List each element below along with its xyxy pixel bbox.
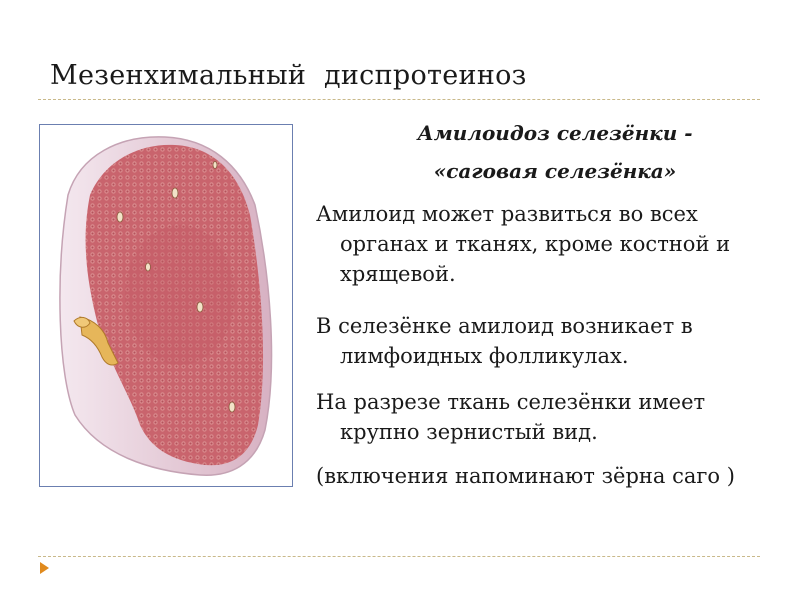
paragraph-4-line-1: (включения напоминают зёрна саго ) [316, 464, 735, 488]
paragraph-1-line-3: хрящевой. [340, 262, 456, 286]
slide-title: Мезенхимальный диспротеиноз [50, 60, 527, 91]
footer-divider [38, 556, 760, 557]
paragraph-1-line-1: Амилоид может развиться во всех [316, 202, 698, 226]
paragraph-2-line-1: В селезёнке амилоид возникает в [316, 314, 693, 338]
paragraph-1 [316, 199, 786, 289]
subtitle-line-2: «саговая селезёнка» [433, 159, 677, 183]
paragraph-1-line-2: органах и тканях, кроме костной и [340, 232, 731, 256]
spleen-illustration [39, 124, 293, 487]
paragraph-2-line-2: лимфоидных фолликулах. [340, 344, 629, 368]
paragraph-4 [316, 461, 786, 491]
paragraph-3 [316, 387, 786, 447]
paragraph-2 [316, 311, 786, 371]
paragraph-3-line-2: крупно зернистый вид. [340, 420, 598, 444]
subtitle-line-1: Амилоидоз селезёнки - [417, 121, 693, 145]
paragraph-3-line-1: На разрезе ткань селезёнки имеет [316, 390, 706, 414]
title-divider [38, 99, 760, 100]
slide-bullet-arrow-icon [40, 562, 49, 574]
